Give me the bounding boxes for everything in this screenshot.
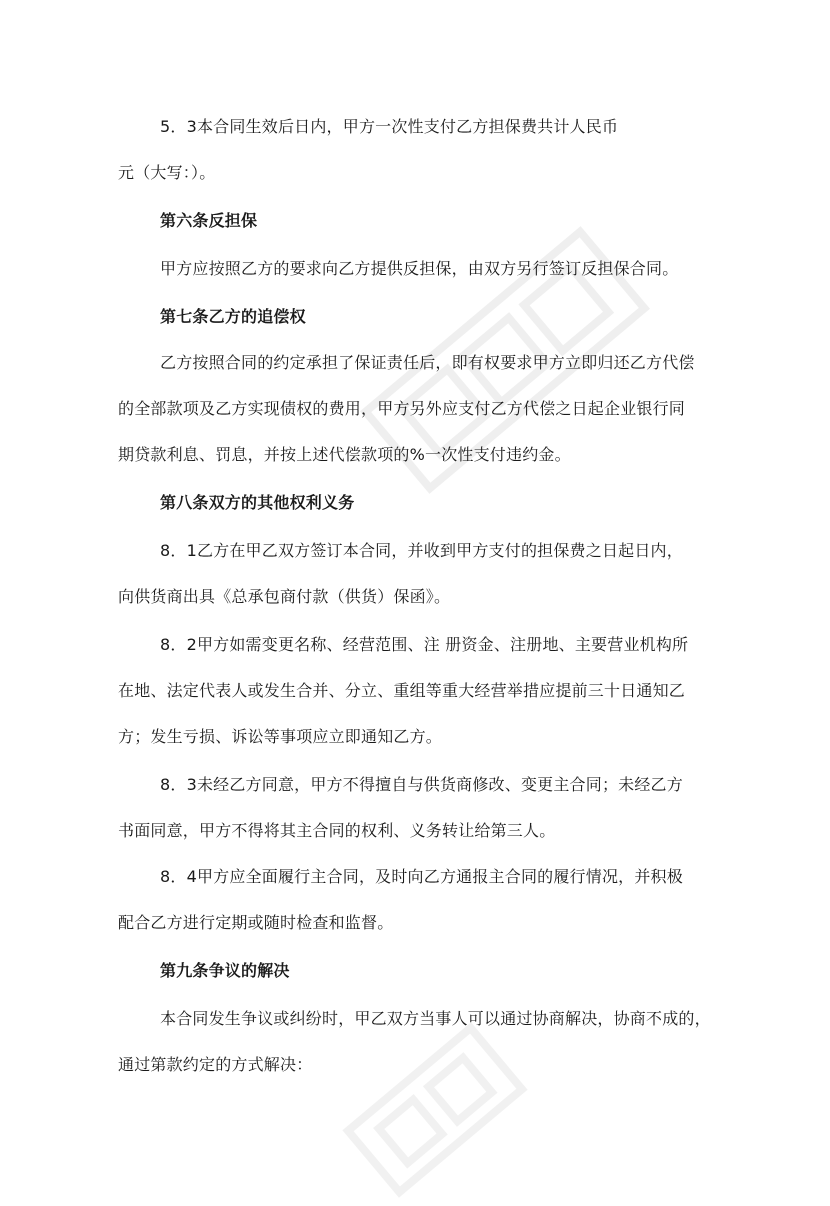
clause-8-2-line-3: 方；发生亏损、诉讼等事项应立即通知乙方。 [118,727,443,746]
article-9-line-2: 通过第款约定的方式解决： [118,1055,313,1074]
article-8-heading: 第八条双方的其他权利义务 [160,493,355,512]
article-7-line-3: 期贷款利息、罚息，并按上述代偿款项的%一次性支付违约金。 [118,445,571,464]
article-7-heading: 第七条乙方的追偿权 [160,307,306,326]
article-6-heading: 第六条反担保 [160,211,258,230]
article-7-line-1: 乙方按照合同的约定承担了保证责任后，即有权要求甲方立即归还乙方代偿 [160,353,695,372]
article-7-line-2: 的全部款项及乙方实现债权的费用，甲方另外应支付乙方代偿之日起企业银行同 [118,399,686,418]
clause-5-3-line-2: 元（大写：）。 [118,163,216,182]
watermark-logo-bottom [334,1014,536,1206]
clause-8-2-line-1: 8．2甲方如需变更名称、经营范围、注 册资金、注册地、主要营业机构所 [160,635,689,654]
article-6-text: 甲方应按照乙方的要求向乙方提供反担保，由双方另行签订反担保合同。 [160,259,679,278]
article-9-heading: 第九条争议的解决 [160,961,290,980]
clause-8-1-line-1: 8．1乙方在甲乙双方签订本合同，并收到甲方支付的担保费之日起日内， [160,541,683,560]
clause-8-3-line-2: 书面同意，甲方不得将其主合同的权利、义务转让给第三人。 [118,821,556,840]
clause-8-2-line-2: 在地、法定代表人或发生合并、分立、重组等重大经营举措应提前三十日通知乙 [118,681,686,700]
clause-8-4-line-1: 8．4甲方应全面履行主合同，及时向乙方通报主合同的履行情况，并积极 [160,867,683,886]
clause-8-4-line-2: 配合乙方进行定期或随时检查和监督。 [118,913,394,932]
clause-5-3-line-1: 5．3本合同生效后日内，甲方一次性支付乙方担保费共计人民币 [160,117,619,136]
clause-8-1-line-2: 向供货商出具《总承包商付款（供货）保函》。 [118,587,451,606]
article-9-line-1: 本合同发生争议或纠纷时，甲乙双方当事人可以通过协商解决，协商不成的， [160,1009,711,1028]
clause-8-3-line-1: 8．3未经乙方同意，甲方不得擅自与供货商修改、变更主合同；未经乙方 [160,775,683,794]
